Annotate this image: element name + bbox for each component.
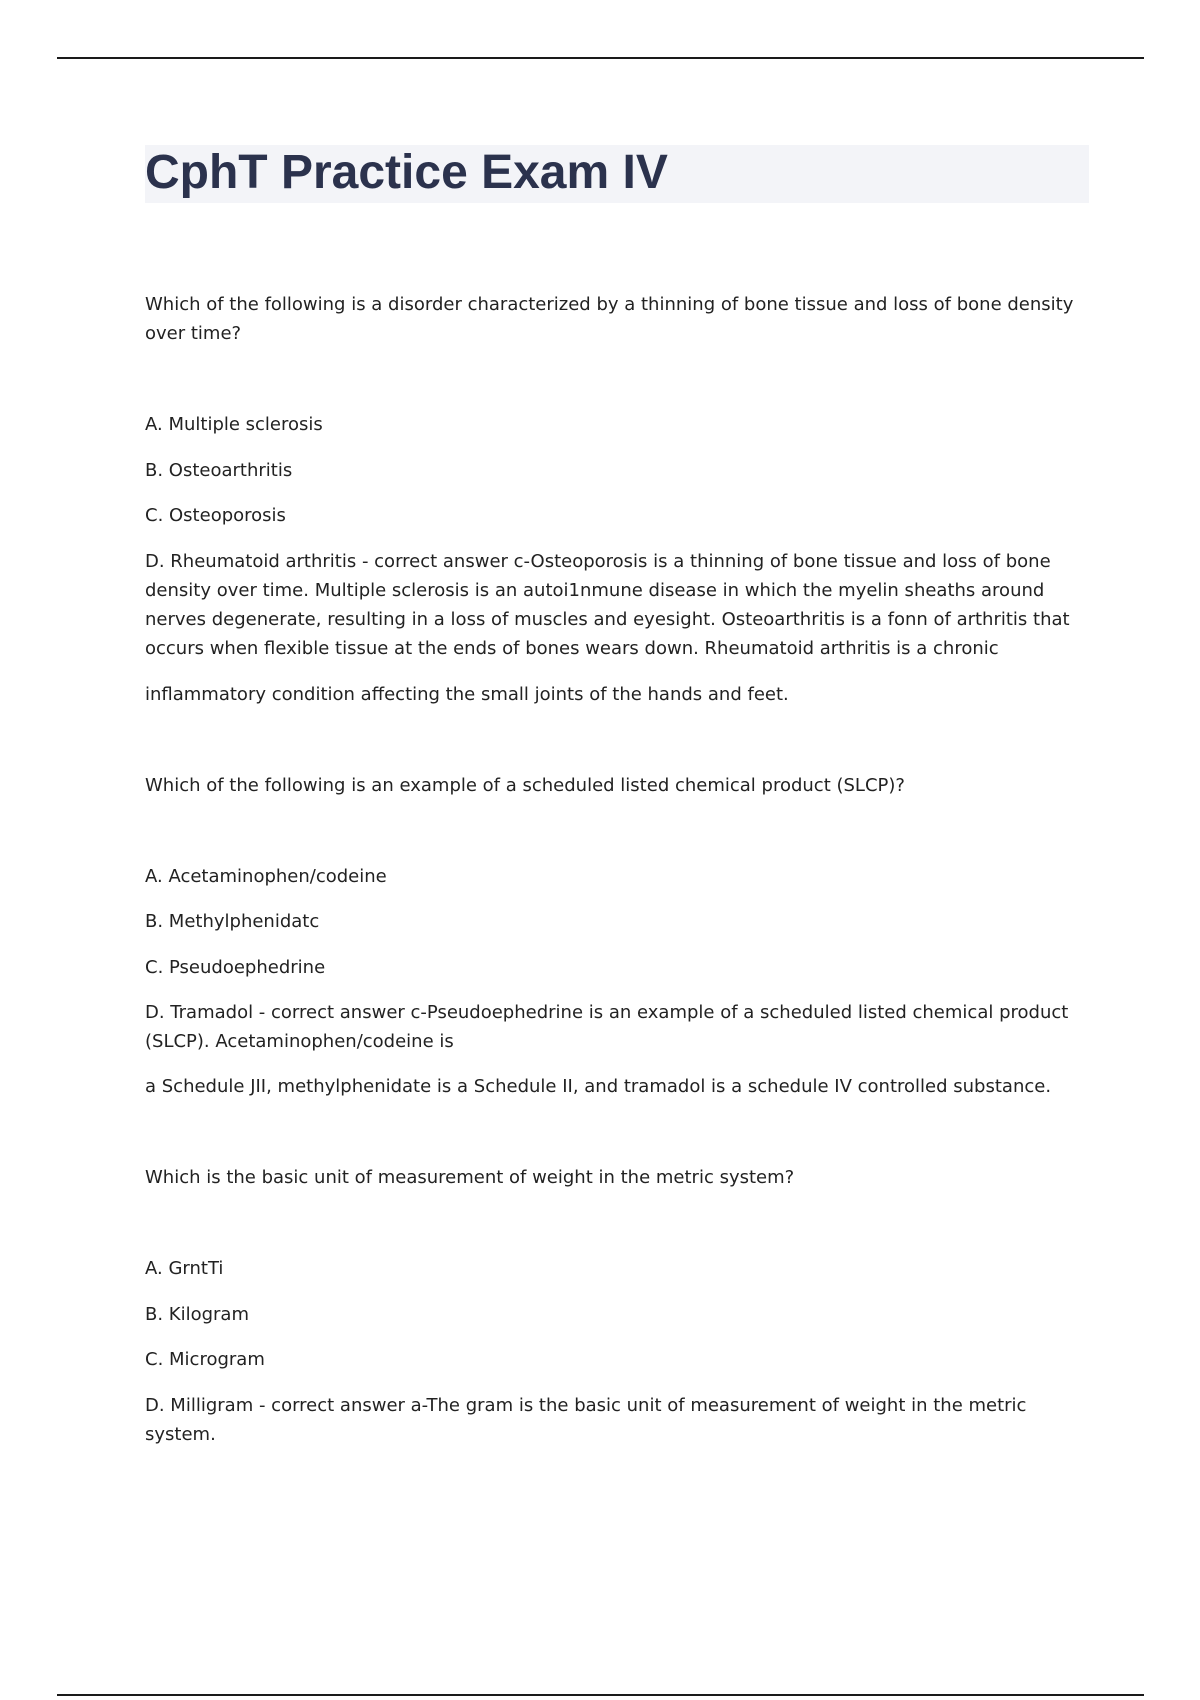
question-1-option-d-answer: D. Rheumatoid arthritis - correct answer c-Osteoporosis is a thinning of bone tissue and loss of bone density over time. Multiple sclerosis is an autoi1nmune disease in which the myelin sheaths around nerves degenerate, resulting in a loss of muscles and eyesight. Osteoarthritis is a fonn of arthritis that occurs when flexible tissue at the ends of bones wears down. Rheumatoid arthritis is a chronic bbox=[145, 551, 1070, 659]
question-3-option-a: A. GrntTi bbox=[145, 1258, 224, 1279]
question-1-prompt: Which of the following is a disorder characterized by a thinning of bone tissue and loss of bone density over time? bbox=[145, 294, 1074, 344]
question-2-prompt: Which of the following is an example of a scheduled listed chemical product (SLCP)? bbox=[145, 775, 905, 796]
question-3-prompt: Which is the basic unit of measurement of weight in the metric system? bbox=[145, 1167, 795, 1188]
question-3-option-d-answer: D. Milligram - correct answer a-The gram is the basic unit of measurement of weight in the metric system. bbox=[145, 1395, 1027, 1445]
bottom-rule bbox=[57, 1694, 1144, 1696]
question-2-answer-continuation: a Schedule JII, methylphenidate is a Schedule II, and tramadol is a schedule IV controlled substance. bbox=[145, 1076, 1052, 1097]
question-1-option-b: B. Osteoarthritis bbox=[145, 460, 293, 481]
top-rule bbox=[57, 57, 1144, 59]
question-3-option-b: B. Kilogram bbox=[145, 1304, 250, 1325]
question-1-option-a: A. Multiple sclerosis bbox=[145, 414, 323, 435]
question-2-option-c: C. Pseudoephedrine bbox=[145, 957, 326, 978]
question-2-option-d-answer: D. Tramadol - correct answer c-Pseudoephedrine is an example of a scheduled listed chemical product (SLCP). Acetaminophen/codeine is bbox=[145, 1002, 1069, 1052]
question-2-option-a: A. Acetaminophen/codeine bbox=[145, 866, 387, 887]
question-1-answer-continuation: inflammatory condition affecting the small joints of the hands and feet. bbox=[145, 684, 789, 705]
question-1-option-c: C. Osteoporosis bbox=[145, 505, 286, 526]
question-3-option-c: C. Microgram bbox=[145, 1349, 265, 1370]
question-2-option-b: B. Methylphenidatc bbox=[145, 911, 320, 932]
page-title: CphT Practice Exam IV bbox=[145, 146, 668, 199]
